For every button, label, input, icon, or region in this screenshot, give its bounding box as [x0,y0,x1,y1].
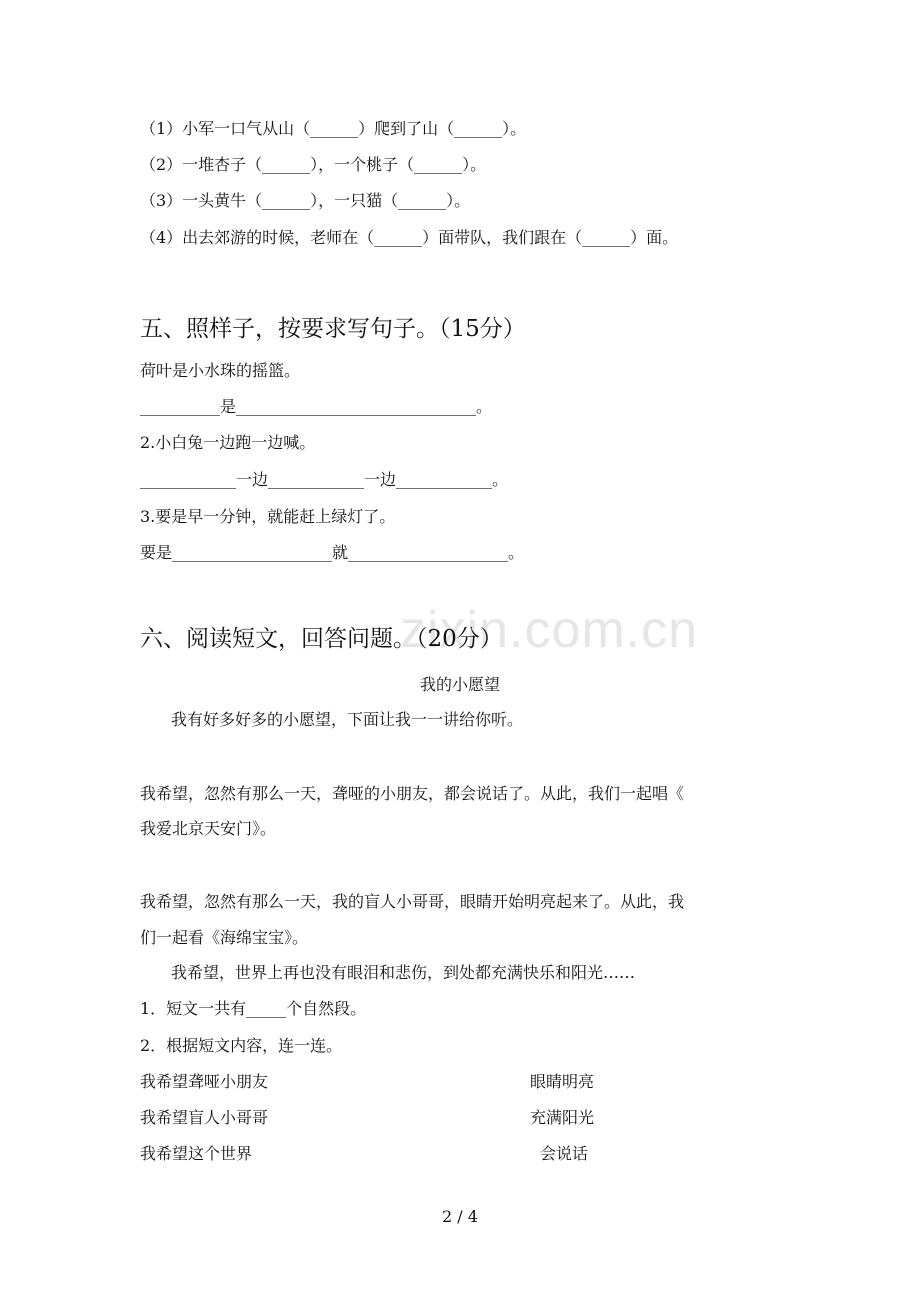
answer-line-3: 要是____________________就____________________。 [140,543,525,562]
match-right-2: 充满阳光 [530,1108,595,1127]
watermark: zixin.com.cn [400,601,699,659]
prompt-2: 2.小白兔一边跑一边喊。 [140,433,316,452]
section-5-heading: 五、照样子，按要求写句子。（15分） [140,316,526,342]
match-left-1: 我希望聋哑小朋友 [140,1072,269,1091]
match-left-2: 我希望盲人小哥哥 [140,1108,269,1127]
match-right-1: 眼睛明亮 [530,1072,595,1091]
prompt-3: 3.要是早一分钟，就能赶上绿灯了。 [140,507,396,526]
fill-item-2: （2）一堆杏子（______），一个桃子（______）。 [140,155,487,174]
story-paragraph-1: 我有好多好多的小愿望，下面让我一一讲给你听。 [171,710,524,729]
question-1: 1．短文一共有_____个自然段。 [140,999,367,1018]
match-row-1 [140,1071,595,1093]
story-paragraph-2: 我希望，忽然有那么一天，聋哑的小朋友，都会说话了。从此，我们一起唱《 [140,784,685,803]
story-title: 我的小愿望 [419,675,500,694]
page-number: 2 / 4 [442,1207,478,1226]
match-right-3: 会说话 [540,1144,589,1163]
story-paragraph-3: 我希望，忽然有那么一天，我的盲人小哥哥，眼睛开始明亮起来了。从此，我 [140,892,685,911]
example-sentence: 荷叶是小水珠的摇篮。 [140,361,301,380]
match-row-3 [140,1143,589,1165]
match-row-2 [140,1107,595,1129]
question-2: 2．根据短文内容，连一连。 [140,1036,343,1055]
story-paragraph-3-cont: 们一起看《海绵宝宝》。 [140,928,309,947]
story-paragraph-4: 我希望，世界上再也没有眼泪和悲伤，到处都充满快乐和阳光…… [171,963,636,982]
fill-item-3: （3）一头黄牛（______），一只猫（______）。 [140,191,471,210]
answer-line-1: __________是______________________________。 [140,397,493,416]
fill-item-1: （1）小军一口气从山（______）爬到了山（______）。 [140,119,527,138]
story-paragraph-2-cont: 我爱北京天安门》。 [140,819,277,838]
section-6-heading: 六、阅读短文，回答问题。（20分） [140,626,503,652]
answer-line-2: ____________一边____________一边____________。 [140,470,509,489]
match-left-3: 我希望这个世界 [140,1144,253,1163]
fill-item-4: （4）出去郊游的时候，老师在（______）面带队，我们跟在（______）面。 [140,228,679,247]
